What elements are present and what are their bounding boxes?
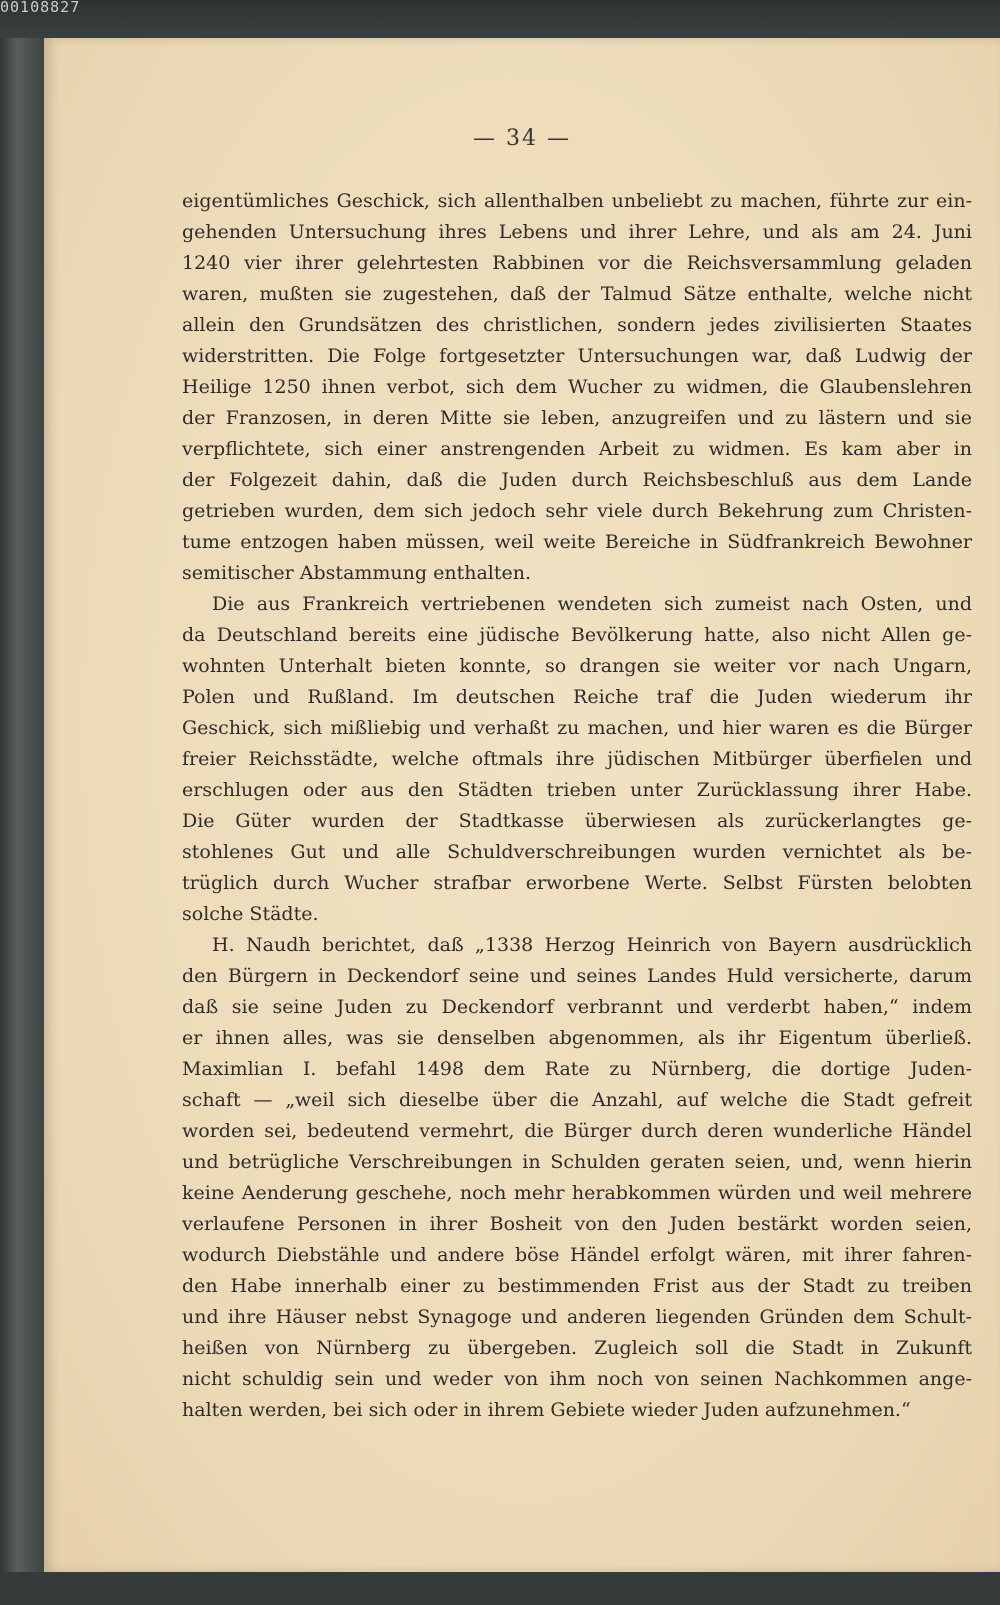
scan-binding-edge [0,38,44,1605]
text-line: daß sie seine Juden zu Deckendorf verbrannt und verderbt haben,“ indem [182,996,972,1018]
text-line: den Habe innerhalb einer zu bestimmenden Frist aus der Stadt zu treiben [182,1275,972,1297]
scan-id-label: 00108827 [0,0,81,16]
text-line: getrieben wurden, dem sich jedoch sehr viele durch Bekehrung zum Christen- [182,500,972,522]
text-line: erschlugen oder aus den Städten trieben unter Zurücklassung ihrer Habe. [182,779,972,801]
text-line: verpflichtete, sich einer anstrengenden Arbeit zu widmen. Es kam aber in [182,438,972,460]
text-line: Heilige 1250 ihnen verbot, sich dem Wucher zu widmen, die Glaubenslehren [182,376,972,398]
text-line: Maximlian I. befahl 1498 dem Rate zu Nürnberg, die dortige Juden- [182,1058,972,1080]
page-body-text [182,186,972,1426]
text-line: gehenden Untersuchung ihres Lebens und ihrer Lehre, und als am 24. Juni [182,221,972,243]
text-line: wodurch Diebstähle und andere böse Händel erfolgt wären, mit ihrer fahren- [182,1244,972,1266]
text-line: Geschick, sich mißliebig und verhaßt zu machen, und hier waren es die Bürger [182,717,972,739]
text-line: H. Naudh berichtet, daß „1338 Herzog Heinrich von Bayern ausdrücklich [212,934,972,956]
text-line: 1240 vier ihrer gelehrtesten Rabbinen vor die Reichsversammlung geladen [182,252,972,274]
text-line: da Deutschland bereits eine jüdische Bevölkerung hatte, also nicht Allen ge- [182,624,972,646]
text-line: nicht schuldig sein und weder von ihm noch von seinen Nachkommen ange- [182,1368,972,1390]
text-line: allein den Grundsätzen des christlichen, sondern jedes zivilisierten Staates [182,314,972,336]
text-line: der Franzosen, in deren Mitte sie leben, anzugreifen und zu lästern und sie [182,407,972,429]
text-line: waren, mußten sie zugestehen, daß der Talmud Sätze enthalte, welche nicht [182,283,972,305]
text-line: wohnten Unterhalt bieten konnte, so drangen sie weiter vor nach Ungarn, [182,655,972,677]
text-line: und ihre Häuser nebst Synagoge und anderen liegenden Gründen dem Schult- [182,1306,972,1328]
text-line: schaft — „weil sich dieselbe über die Anzahl, auf welche die Stadt gefreit [182,1089,972,1111]
text-line: heißen von Nürnberg zu übergeben. Zugleich soll die Stadt in Zukunft [182,1337,972,1359]
text-line: Polen und Rußland. Im deutschen Reiche traf die Juden wiederum ihr [182,686,972,708]
text-line: verlaufene Personen in ihrer Bosheit von den Juden bestärkt worden seien, [182,1213,972,1235]
book-page [44,38,1000,1572]
text-line: worden sei, bedeutend vermehrt, die Bürger durch deren wunderliche Händel [182,1120,972,1142]
text-line: trüglich durch Wucher strafbar erworbene Werte. Selbst Fürsten belobten [182,872,972,894]
text-line: semitischer Abstammung enthalten. [182,562,532,584]
page-number: — 34 — [473,126,571,151]
text-line: halten werden, bei sich oder in ihrem Gebiete wieder Juden aufzunehmen.“ [182,1399,911,1421]
text-line: er ihnen alles, was sie denselben abgenommen, als ihr Eigentum überließ. [182,1027,972,1049]
scan-bottom-border [0,1572,1000,1605]
text-line: der Folgezeit dahin, daß die Juden durch Reichsbeschluß aus dem Lande [182,469,972,491]
scan-top-border [0,0,1000,38]
text-line: und betrügliche Verschreibungen in Schulden geraten seien, und, wenn hierin [182,1151,972,1173]
text-line: keine Aenderung geschehe, noch mehr herabkommen würden und weil mehrere [182,1182,972,1204]
text-line: eigentümliches Geschick, sich allenthalben unbeliebt zu machen, führte zur ein- [182,190,972,212]
text-line: den Bürgern in Deckendorf seine und seines Landes Huld versicherte, darum [182,965,972,987]
text-line: tume entzogen haben müssen, weil weite Bereiche in Südfrankreich Bewohner [182,531,972,553]
text-line: solche Städte. [182,903,319,925]
text-line: freier Reichsstädte, welche oftmals ihre jüdischen Mitbürger überfielen und [182,748,972,770]
text-line: stohlenes Gut und alle Schuldverschreibungen wurden vernichtet als be- [182,841,972,863]
text-line: Die aus Frankreich vertriebenen wendeten sich zumeist nach Osten, und [212,593,972,615]
text-line: widerstritten. Die Folge fortgesetzter Untersuchungen war, daß Ludwig der [182,345,972,367]
text-line: Die Güter wurden der Stadtkasse überwiesen als zurückerlangtes ge- [182,810,972,832]
